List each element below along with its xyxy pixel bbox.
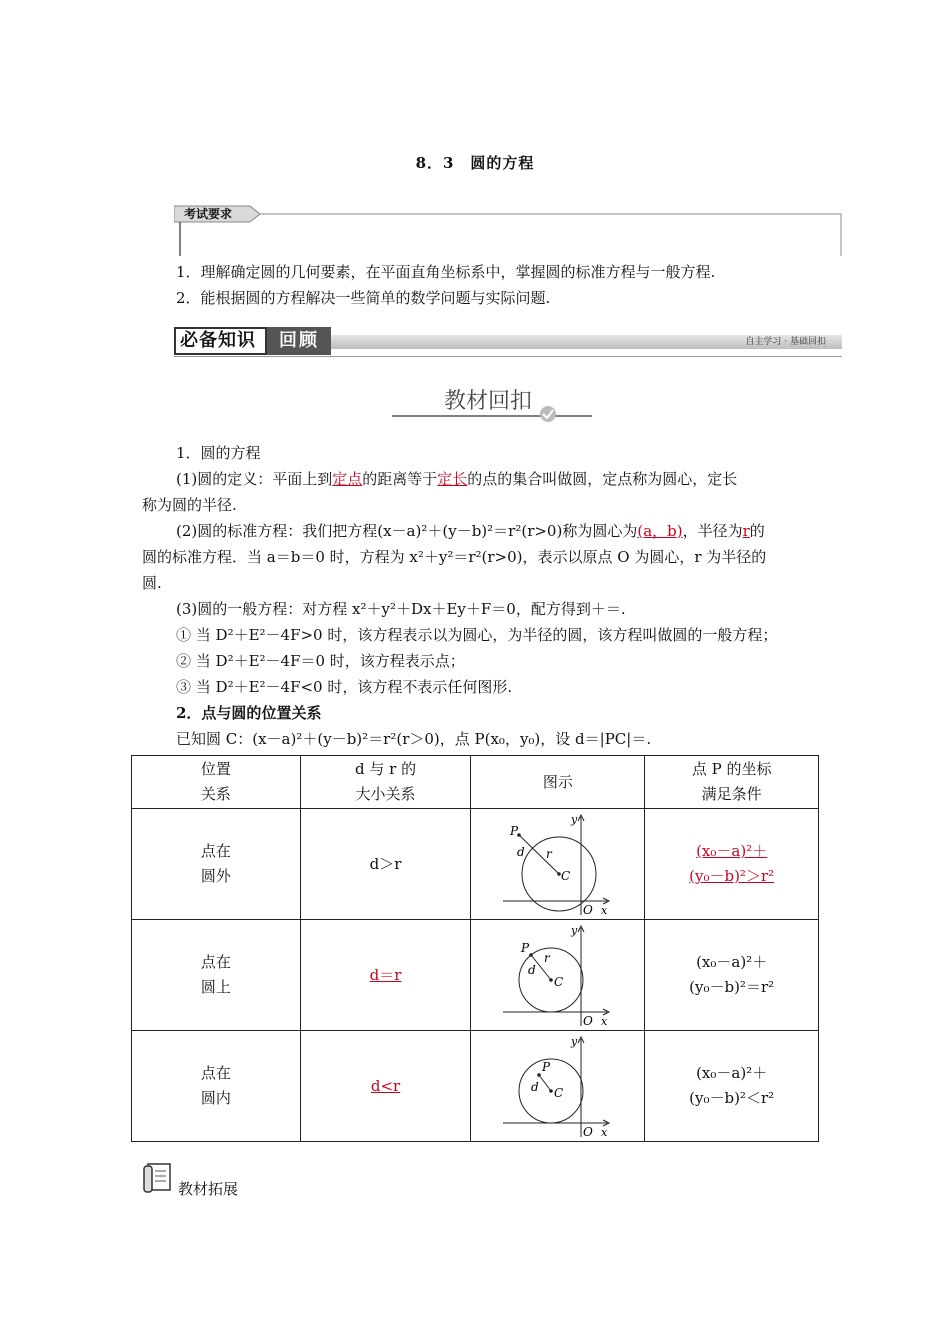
svg-text:r: r xyxy=(543,951,550,965)
svg-text:O: O xyxy=(582,903,593,917)
table-row xyxy=(132,920,819,1031)
table-row xyxy=(132,1031,819,1142)
case-1: ① 当 D²＋E²－4F>0 时，该方程表示以为圆心，为半径的圆，该方程叫做圆的一般方程； xyxy=(176,626,778,644)
def-text-3: 的点的集合叫做圆，定点称为圆心，定长 xyxy=(467,470,738,488)
svg-text:O: O xyxy=(582,1014,593,1028)
scroll-icon xyxy=(142,1160,174,1194)
header-position: 位置 关系 xyxy=(132,756,301,809)
def-text-1: (1)圆的定义：平面上到 xyxy=(176,470,333,488)
position-on: 点在 圆上 xyxy=(132,920,301,1031)
figure-outside-diagram xyxy=(503,811,613,917)
banner-left-text: 必备知识 xyxy=(180,330,256,351)
requirements-tab-shape xyxy=(174,204,842,256)
banner-right-text: 自主学习 · 基础回扣 xyxy=(745,337,826,347)
position-table xyxy=(131,755,819,1142)
figure-on xyxy=(471,920,645,1031)
condition-on: (x₀－a)²＋ (y₀－b)²＝r² xyxy=(645,920,819,1031)
position-inside: 点在 圆内 xyxy=(132,1031,301,1142)
svg-text:x: x xyxy=(600,904,608,917)
svg-text:y: y xyxy=(570,1035,578,1048)
page-title: 8．3 圆的方程 xyxy=(415,154,535,172)
circle-definition xyxy=(176,466,822,492)
section-2-heading: 2．点与圆的位置关系 xyxy=(176,704,322,722)
std-text-2: ，半径为 xyxy=(682,522,743,540)
section-banner xyxy=(174,327,842,357)
header-condition: 点 P 的坐标 满足条件 xyxy=(645,756,819,809)
extension-title: 教材拓展 xyxy=(178,1180,239,1198)
svg-text:C: C xyxy=(553,1086,564,1100)
requirement-2: 2．能根据圆的方程解决一些简单的数学问题与实际问题. xyxy=(176,289,551,307)
relation-on: d＝r xyxy=(300,920,471,1031)
header-relation: d 与 r 的 大小关系 xyxy=(300,756,471,809)
std-text-1: (2)圆的标准方程：我们把方程(x－a)²＋(y－b)²＝r²(r>0)称为圆心为 xyxy=(176,522,638,540)
svg-text:C: C xyxy=(553,975,564,989)
svg-text:x: x xyxy=(600,1015,608,1028)
std-blank-radius: r xyxy=(742,522,750,540)
case-2: ② 当 D²＋E²－4F＝0 时，该方程表示点； xyxy=(176,652,465,670)
svg-text:y: y xyxy=(570,813,578,826)
position-outside: 点在 圆外 xyxy=(132,809,301,920)
requirements-label: 考试要求 xyxy=(184,207,233,221)
svg-text:P: P xyxy=(541,1060,550,1074)
section-2-intro: 已知圆 C：(x－a)²＋(y－b)²＝r²(r＞0)，点 P(x₀，y₀)，设 d＝|PC|＝. xyxy=(176,730,652,748)
relation-inside: d<r xyxy=(300,1031,471,1142)
svg-text:P: P xyxy=(520,941,529,955)
figure-inside xyxy=(471,1031,645,1142)
standard-equation-line3: 圆. xyxy=(142,574,162,592)
svg-text:C: C xyxy=(560,869,571,883)
requirements-frame xyxy=(174,204,842,256)
case-3: ③ 当 D²＋E²－4F<0 时，该方程不表示任何图形. xyxy=(176,678,513,696)
svg-text:d: d xyxy=(527,963,536,977)
condition-inside: (x₀－a)²＋ (y₀－b)²＜r² xyxy=(645,1031,819,1142)
table-row xyxy=(132,809,819,920)
svg-text:P: P xyxy=(509,824,518,838)
general-equation: (3)圆的一般方程：对方程 x²＋y²＋Dx＋Ey＋F＝0，配方得到＋＝. xyxy=(176,600,626,618)
standard-equation-line2: 圆的标准方程．当 a＝b＝0 时，方程为 x²＋y²＝r²(r>0)，表示以原点 O 为圆心，r 为半径的 xyxy=(142,548,767,566)
condition-outside: (x₀－a)²＋ (y₀－b)²＞r² xyxy=(645,809,819,920)
extension-heading xyxy=(142,1160,342,1200)
header-figure: 图示 xyxy=(471,756,645,809)
std-blank-center: (a，b) xyxy=(637,522,683,540)
relation-outside: d＞r xyxy=(300,809,471,920)
svg-text:r: r xyxy=(545,847,552,861)
figure-on-diagram xyxy=(503,922,613,1028)
svg-text:y: y xyxy=(570,924,578,937)
svg-text:O: O xyxy=(582,1125,593,1139)
section-1-heading: 1．圆的方程 xyxy=(176,444,261,462)
sub-banner-title: 教材回扣 xyxy=(444,389,533,414)
table-header-row xyxy=(132,756,819,809)
standard-equation xyxy=(176,518,765,544)
figure-inside-diagram xyxy=(503,1033,613,1139)
def-blank-fixed-length: 定长 xyxy=(437,470,468,488)
circle-definition-line2: 称为圆的半径. xyxy=(142,496,237,514)
std-text-3: 的 xyxy=(749,522,765,540)
figure-outside xyxy=(471,809,645,920)
def-blank-fixed-point: 定点 xyxy=(332,470,363,488)
svg-text:x: x xyxy=(600,1126,608,1139)
sub-banner xyxy=(392,386,592,422)
requirement-1: 1．理解确定圆的几何要素，在平面直角坐标系中，掌握圆的标准方程与一般方程. xyxy=(176,263,716,281)
svg-text:d: d xyxy=(530,1080,539,1094)
def-text-2: 的距离等于 xyxy=(362,470,438,488)
svg-text:d: d xyxy=(516,845,525,859)
banner-box-text: 回顾 xyxy=(267,327,331,355)
